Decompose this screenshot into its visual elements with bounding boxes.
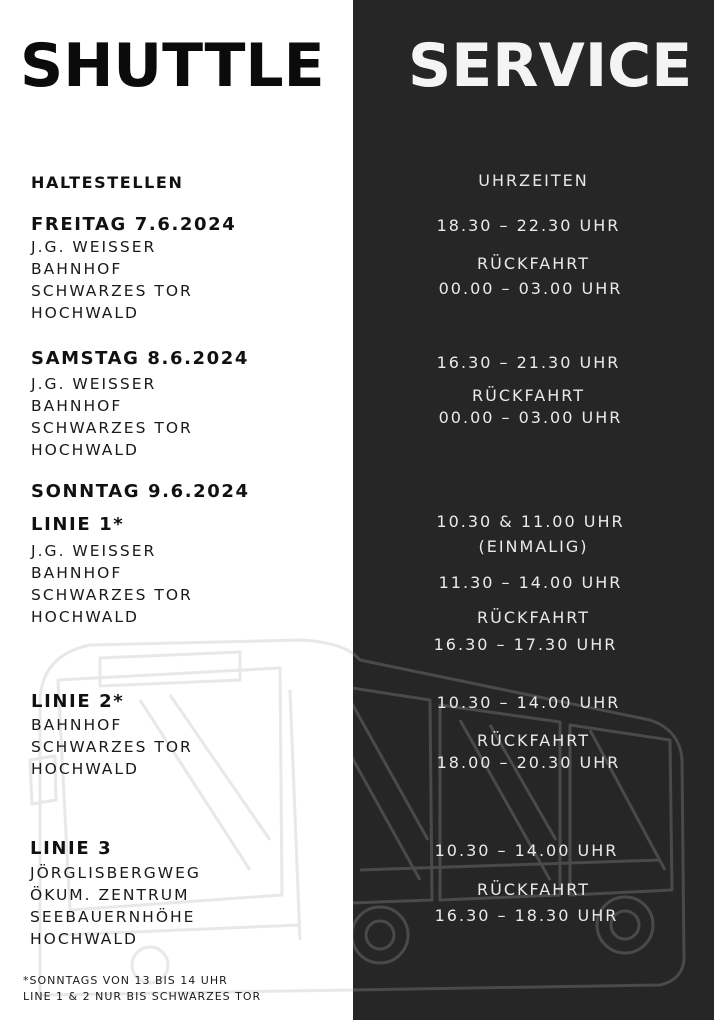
- title-shuttle: SHUTTLE: [20, 31, 325, 101]
- times-heading: UHRZEITEN: [478, 171, 589, 190]
- line1-stop: HOCHWALD: [31, 608, 139, 626]
- friday-time: 18.30 – 22.30 UHR: [436, 216, 621, 235]
- footnote-line: *SONNTAGS VON 13 BIS 14 UHR: [23, 974, 228, 987]
- line1-stop: J.G. WEISSER: [31, 542, 157, 560]
- line3-stop: HOCHWALD: [30, 930, 138, 948]
- line3-stop: SEEBAUERNHÖHE: [30, 908, 196, 926]
- line2-return-time: 18.00 – 20.30 UHR: [436, 753, 621, 772]
- line3-stop: JÖRGLISBERGWEG: [30, 864, 201, 882]
- line1-time-single-note: (EINMALIG): [478, 537, 589, 556]
- line3-return-label: RÜCKFAHRT: [477, 880, 590, 899]
- friday-stop: J.G. WEISSER: [31, 238, 157, 256]
- friday-return-label: RÜCKFAHRT: [477, 254, 590, 273]
- friday-stop: SCHWARZES TOR: [31, 282, 193, 300]
- line2-stop: SCHWARZES TOR: [31, 738, 193, 756]
- right-panel: [353, 0, 714, 1020]
- line1-return-label: RÜCKFAHRT: [477, 608, 590, 627]
- friday-stop: HOCHWALD: [31, 304, 139, 322]
- line3-time: 10.30 – 14.00 UHR: [434, 841, 619, 860]
- saturday-time: 16.30 – 21.30 UHR: [436, 353, 621, 372]
- line3-heading: LINIE 3: [30, 838, 113, 859]
- line2-return-label: RÜCKFAHRT: [477, 731, 590, 750]
- line1-heading: LINIE 1*: [31, 514, 125, 535]
- stops-heading: HALTESTELLEN: [31, 173, 184, 192]
- title-service: SERVICE: [408, 31, 693, 101]
- saturday-return-label: RÜCKFAHRT: [472, 386, 585, 405]
- sunday-heading: SONNTAG 9.6.2024: [31, 481, 250, 502]
- line1-time: 11.30 – 14.00 UHR: [438, 573, 623, 592]
- line2-stop: HOCHWALD: [31, 760, 139, 778]
- line3-stop: ÖKUM. ZENTRUM: [30, 886, 190, 904]
- line1-return-time: 16.30 – 17.30 UHR: [433, 635, 618, 654]
- saturday-stop: BAHNHOF: [31, 397, 123, 415]
- saturday-stop: HOCHWALD: [31, 441, 139, 459]
- line2-heading: LINIE 2*: [31, 691, 125, 712]
- friday-heading: FREITAG 7.6.2024: [31, 214, 237, 235]
- line3-return-time: 16.30 – 18.30 UHR: [434, 906, 619, 925]
- saturday-stop: J.G. WEISSER: [31, 375, 157, 393]
- saturday-heading: SAMSTAG 8.6.2024: [31, 348, 250, 369]
- friday-return-time: 00.00 – 03.00 UHR: [438, 279, 623, 298]
- line2-stop: BAHNHOF: [31, 716, 123, 734]
- friday-stop: BAHNHOF: [31, 260, 123, 278]
- saturday-return-time: 00.00 – 03.00 UHR: [438, 408, 623, 427]
- footnote-line: LINE 1 & 2 NUR BIS SCHWARZES TOR: [23, 990, 262, 1003]
- saturday-stop: SCHWARZES TOR: [31, 419, 193, 437]
- line1-stop: SCHWARZES TOR: [31, 586, 193, 604]
- line2-time: 10.30 – 14.00 UHR: [436, 693, 621, 712]
- line1-stop: BAHNHOF: [31, 564, 123, 582]
- line1-time-single: 10.30 & 11.00 UHR: [436, 512, 625, 531]
